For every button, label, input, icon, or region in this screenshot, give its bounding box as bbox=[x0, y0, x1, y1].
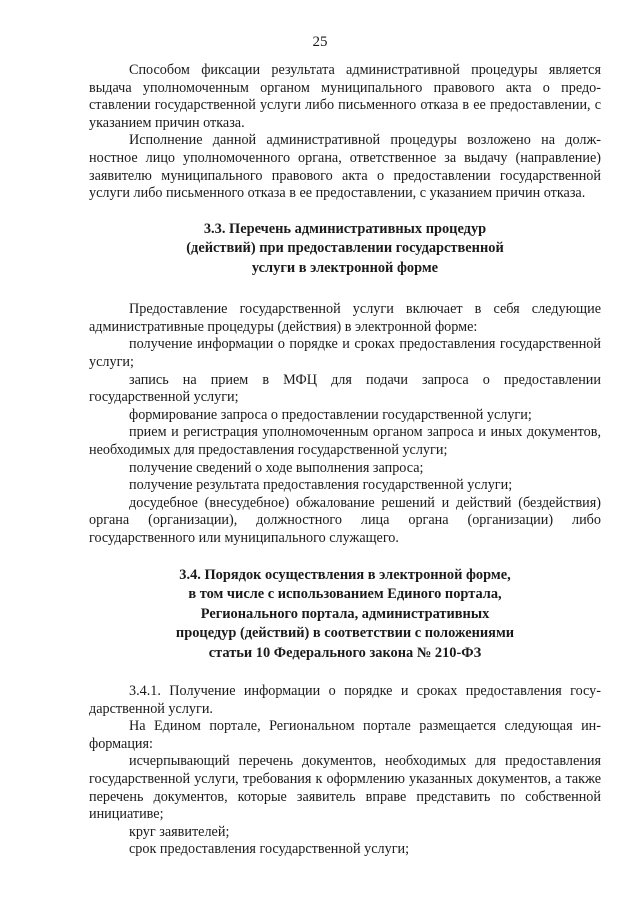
list-item-request-registration: прием и регистрация уполномоченным органом запроса и иных документов, необходимых для предоставления государственной услуги; bbox=[89, 424, 601, 458]
list-item-documents-list: исчерпывающий перечень документов, необходимых для предоставления государственной услуги, требования к оформлению указанных документов, а также перечень документов, которые заявитель вправе представить по собственной инициативе; bbox=[89, 753, 601, 823]
document-body bbox=[89, 62, 601, 859]
paragraph-portal-information: На Едином портале, Региональном портале размещается следующая информация: bbox=[89, 718, 601, 752]
list-item-request-forming: формирование запроса о предоставлении государственной услуги; bbox=[129, 406, 532, 423]
paragraph-result-fixation: Способом фиксации результата административной процедуры является выдача уполномоченным органом муниципального правового акта о предоставлении государственной услуги либо письменного отказа в ее предоставлении, с указанием причин отказа. bbox=[89, 62, 601, 131]
heading-line: статьи 10 Федерального закона № 210-ФЗ bbox=[208, 644, 482, 661]
heading-line: услуги в электронной форме bbox=[251, 259, 439, 276]
list-item-applicants: круг заявителей; bbox=[129, 823, 230, 840]
page-number: 25 bbox=[312, 34, 328, 50]
list-item-result-receipt: получение результата предоставления государственной услуги; bbox=[129, 477, 513, 494]
heading-line: (действий) при предоставлении государственной bbox=[186, 240, 504, 257]
paragraph-procedure-responsibility: Исполнение данной административной процедуры возложено на должностное лицо уполномоченного органа, ответственное за выдачу (направление) заявителю муниципального правового акта о предоставлении государственной услуги либо письменного отказа в ее предоставлении, с указанием причин отказа. bbox=[89, 132, 601, 202]
heading-line: процедур (действий) в соответствии с положениями bbox=[175, 625, 515, 642]
paragraph-section-3-4-1: 3.4.1. Получение информации о порядке и сроках предоставления государственной услуги. bbox=[89, 683, 601, 717]
paragraph-electronic-procedures-intro: Предоставление государственной услуги включает в себя следующие административные процедуры (действия) в электронной форме: bbox=[89, 301, 601, 335]
list-item-pretrial-appeal: досудебное (внесудебное) обжалование решений и действий (бездействия) органа (организации), должностного лица органа (организации) либо государственного или муниципального служащего. bbox=[89, 494, 601, 546]
list-item-info-receipt: получение информации о порядке и сроках предоставления государственной услуги; bbox=[89, 336, 601, 371]
list-item-service-term: срок предоставления государственной услуги; bbox=[129, 841, 410, 858]
heading-line: 3.3. Перечень административных процедур bbox=[203, 220, 487, 237]
heading-section-3-4 bbox=[89, 566, 601, 664]
heading-line: 3.4. Порядок осуществления в электронной форме, bbox=[179, 566, 511, 583]
heading-line: Регионального портала, административных bbox=[200, 605, 490, 622]
list-item-mfc-appointment: запись на прием в МФЦ для подачи запроса о предоставлении государственной услуги; bbox=[89, 371, 601, 406]
heading-section-3-3 bbox=[89, 220, 601, 279]
list-item-request-progress: получение сведений о ходе выполнения запроса; bbox=[129, 459, 424, 476]
heading-line: в том числе с использованием Единого портала, bbox=[188, 586, 502, 603]
